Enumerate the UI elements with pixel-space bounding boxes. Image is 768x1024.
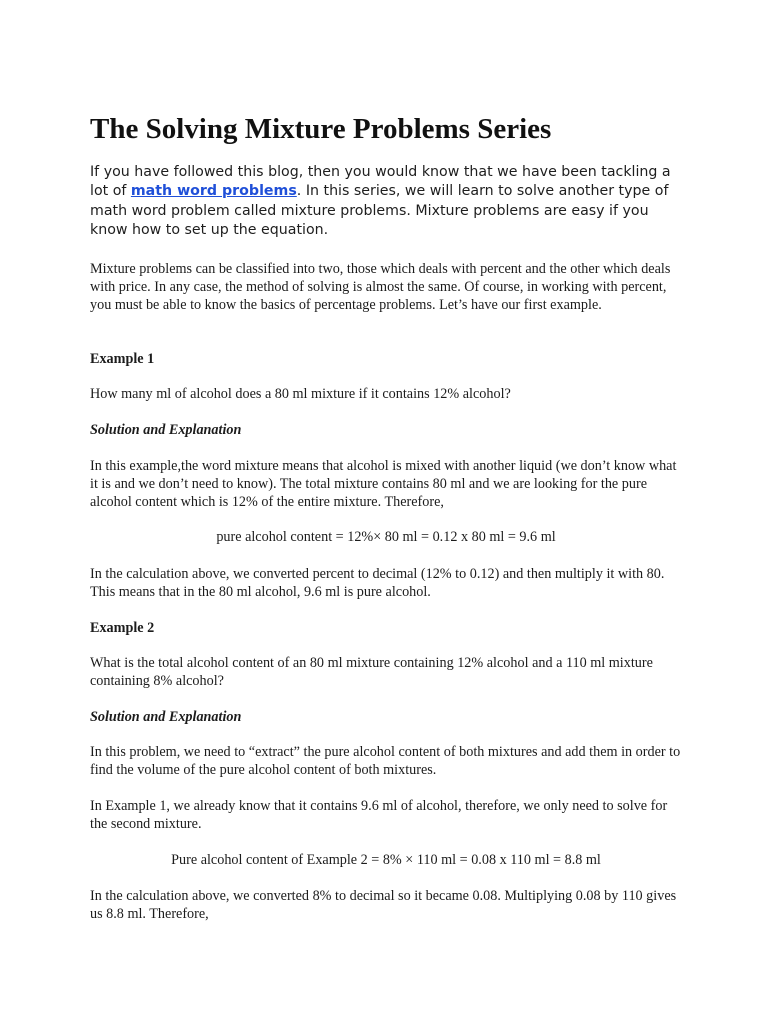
math-word-problems-link[interactable]: math word problems — [130, 183, 297, 200]
solution-1-text: In this example,the word mixture means that alcohol is mixed with another liquid (we don’t know what it is and we don’t need to know). The total mixture contains 80 ml and we are looking for the pure alcohol content which is 12% of the entire mixture. Therefore, — [90, 458, 677, 510]
example-1-question: How many ml of alcohol does a 80 ml mixture if it contains 12% alcohol? — [90, 386, 511, 402]
intro-paragraph — [90, 163, 682, 240]
example-1-heading: Example 1 — [90, 351, 155, 367]
solution-2-heading: Solution and Explanation — [90, 709, 242, 725]
solution-1-heading: Solution and Explanation — [90, 422, 242, 438]
example-2-question: What is the total alcohol content of an 80 ml mixture containing 12% alcohol and a 110 ml mixture containing 8% alcohol? — [90, 655, 653, 689]
intro-text-after: . In this series, we will learn to solve another type of math word problem called mixture problems. Mixture problems are easy if you know how to set up the equation. — [90, 183, 669, 238]
equation-1: pure alcohol content = 12%× 80 ml = 0.12 x 80 ml = 9.6 ml — [216, 529, 556, 545]
example-1-reference-text: In Example 1, we already know that it contains 9.6 ml of alcohol, therefore, we only need to solve for the second mixture. — [90, 798, 668, 832]
calculation-2-text: In the calculation above, we converted 8% to decimal so it became 0.08. Multiplying 0.08 by 110 gives us 8.8 ml. Therefore, — [90, 888, 677, 922]
calculation-1-text: In the calculation above, we converted percent to decimal (12% to 0.12) and then multiply it with 80. This means that in the 80 ml alcohol, 9.6 ml is pure alcohol. — [90, 566, 665, 600]
intro-text-before: If you have followed this blog, then you would know that we have been tackling a lot of — [90, 164, 671, 200]
mixture-intro-paragraph: Mixture problems can be classified into two, those which deals with percent and the other which deals with price. In any case, the method of solving is almost the same. Of course, in working with percent, you must be able to know the basics of percentage problems. Let’s have our first example. — [90, 261, 671, 313]
equation-2: Pure alcohol content of Example 2 = 8% × 110 ml = 0.08 x 110 ml = 8.8 ml — [171, 852, 601, 868]
solution-2-text: In this problem, we need to “extract” the pure alcohol content of both mixtures and add them in order to find the volume of the pure alcohol content of both mixtures. — [90, 744, 681, 778]
example-2-heading: Example 2 — [90, 620, 155, 636]
page-title: The Solving Mixture Problems Series — [90, 113, 552, 145]
